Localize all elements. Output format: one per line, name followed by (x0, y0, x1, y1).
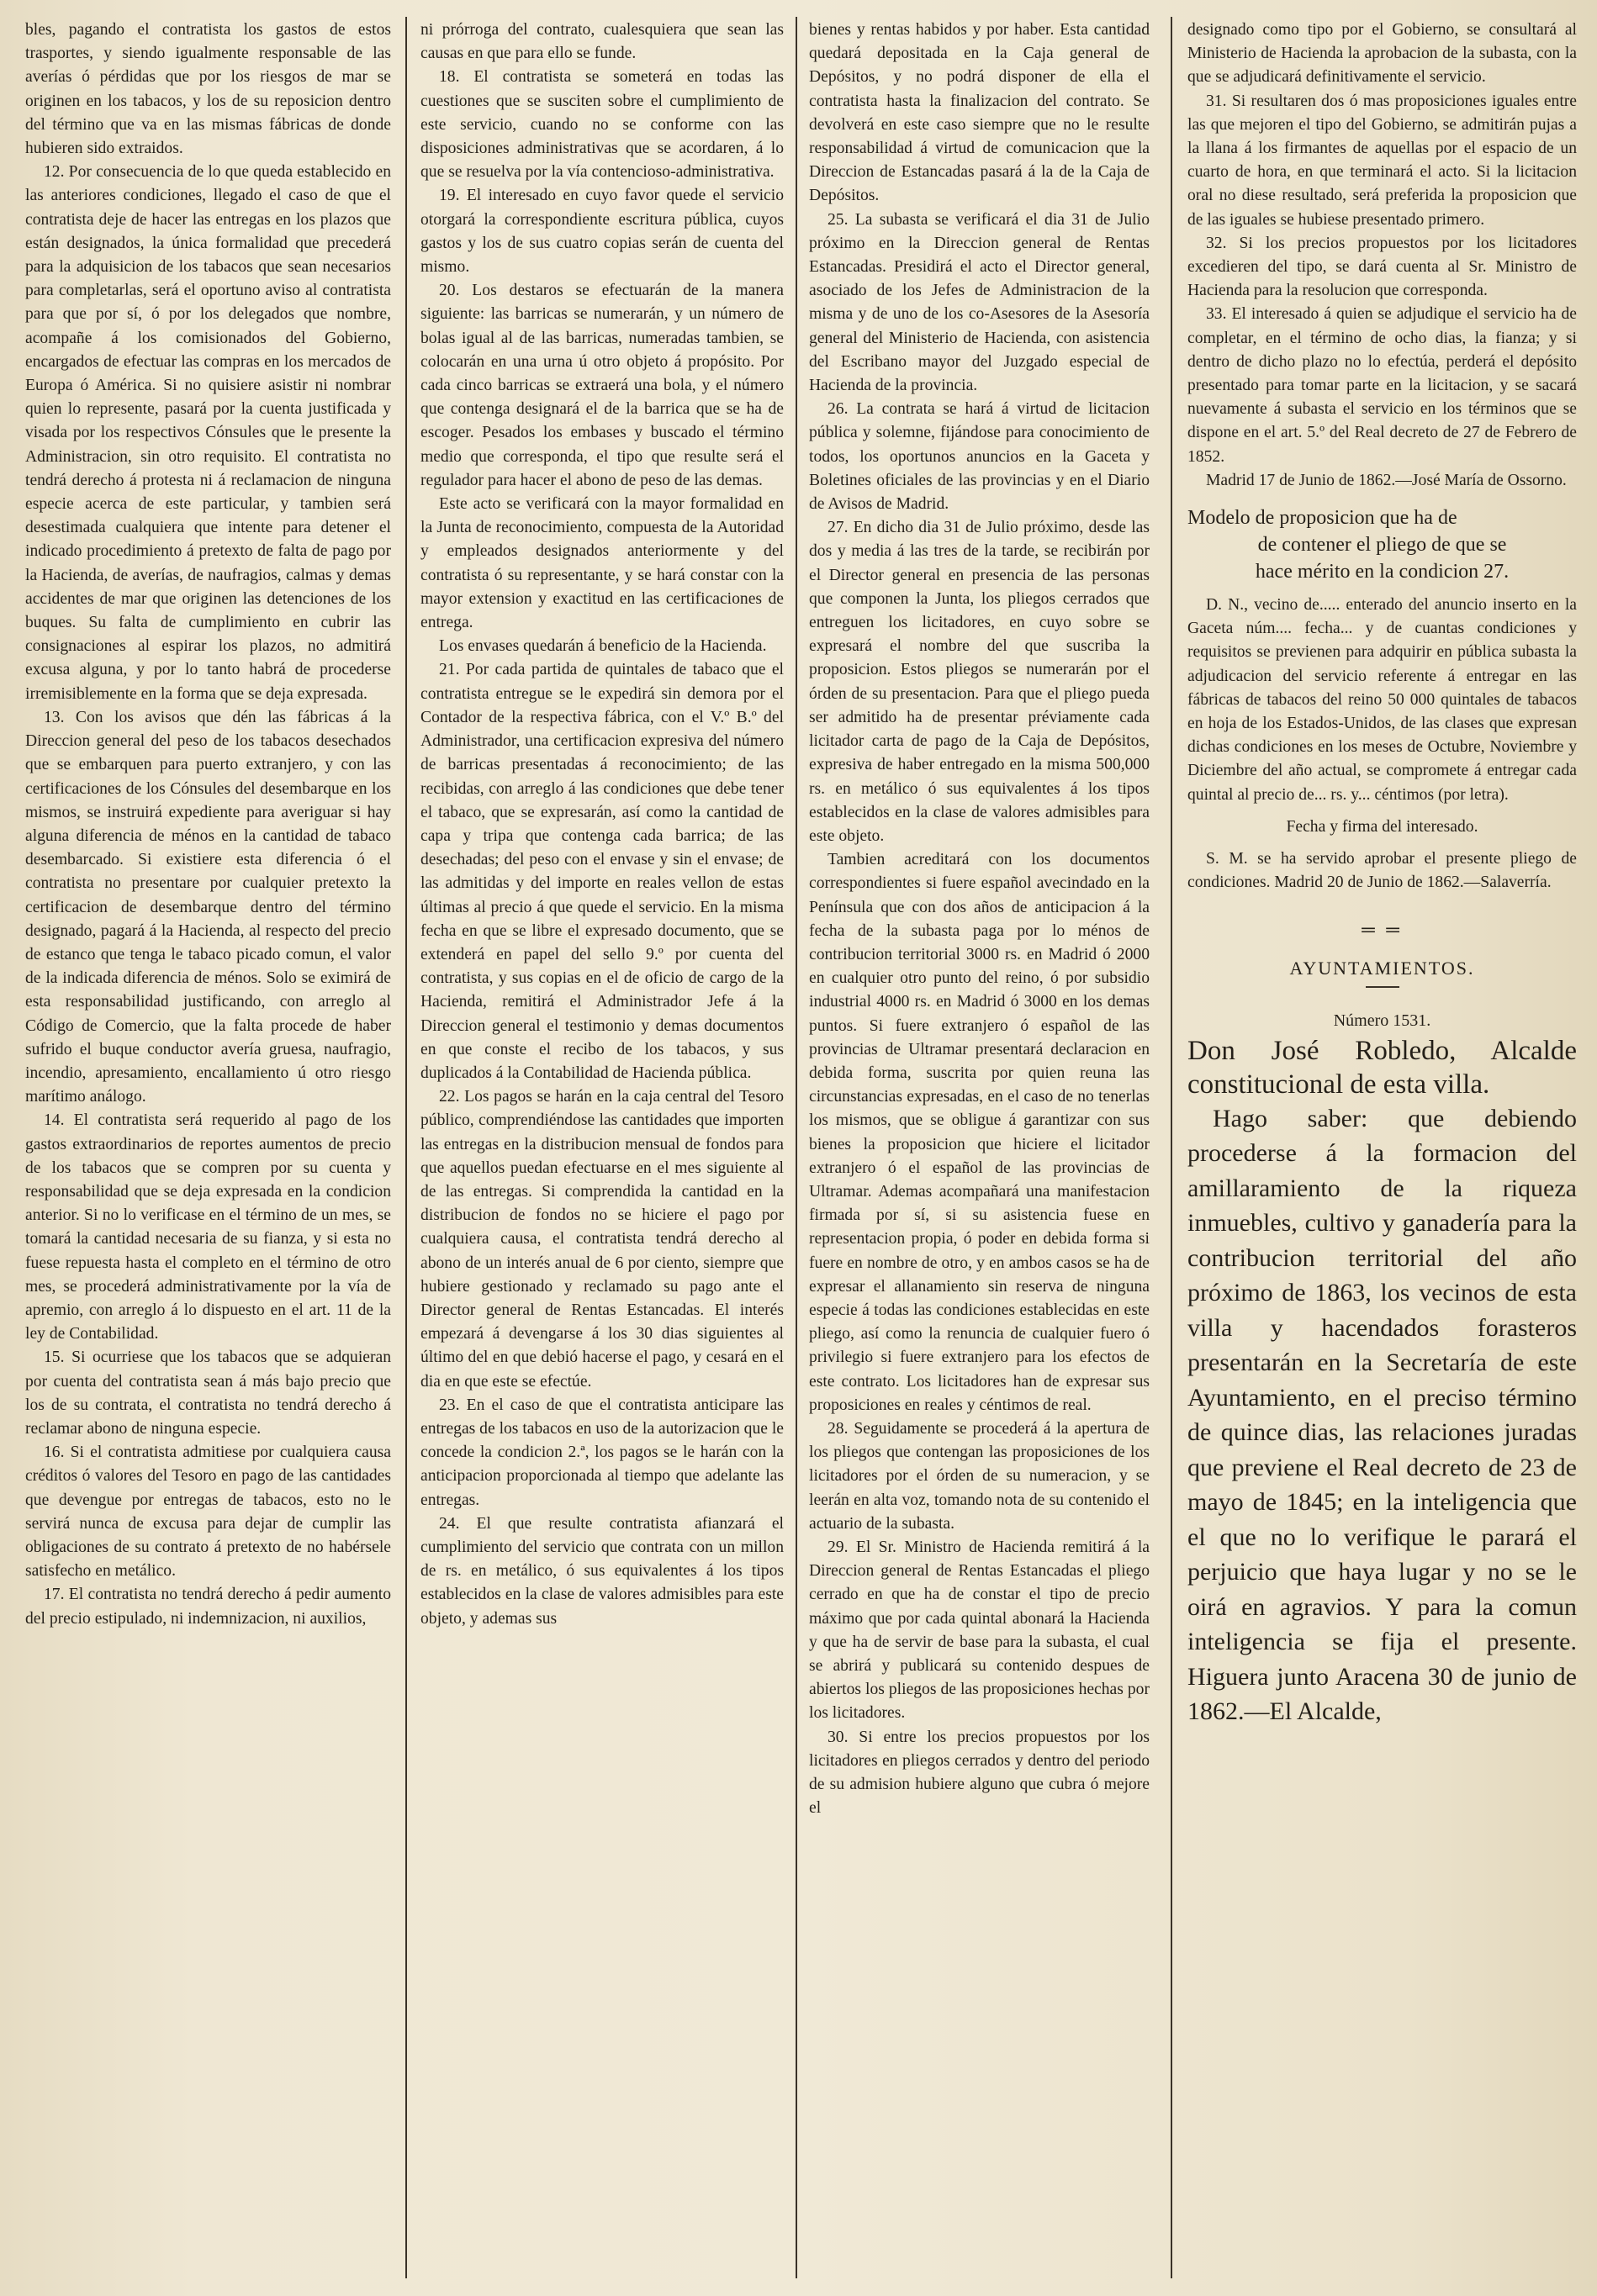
paragraph-21: 21. Por cada partida de quintales de tabaco que el contratista entregue se le expedirá sin demora por el Contador de la respectiva fábrica, con el V.º B.º del Administrador, una certificacion expresiva del número de barricas presentadas á reconocimiento; de las recibidas, con arreglo á las condiciones que debe tener el tabaco, que se expresarán, así como la cantidad de capa y tripa que contenga cada barrica; de las desechadas; del peso con el envase y sin el envase; de las admitidas y del importe en reales vellon de estas últimas al precio á que quede el servicio. En la misma fecha en que se libre el expresado documento, que se extenderá en papel del sello 9.º por cuenta del contratista, y sus copias en el de oficio de cargo de la Hacienda, remitirá el Administrador Jefe á la Direccion general el testimonio y demas documentos en que conste el recibo de los tabacos, y sus duplicados á la Contabilidad de Hacienda pública. (420, 661, 784, 1082)
signature-date: Madrid 17 de Junio de 1862.—José María de Ossorno. (1206, 471, 1567, 489)
notice-body: Hago saber: que debiendo procederse á la formacion del amillaramiento de la riqueza inmuebles, cultivo y ganadería para la contribucion territorial del año próximo de 1863, los vecinos de esta villa y hacendados forasteros presentarán en la Secretaría de este Ayuntamiento, en el preciso término de quince dias, las relaciones juradas que previene el Real decreto de 23 de mayo de 1845; en la inteligencia que el que no lo verifique le parará el perjuicio que haya lugar y no se le oirá en agravios. Y para la comun inteligencia se fija el presente. Higuera junto Aracena 30 de junio de 1862.—El Alcalde, (1187, 1104, 1577, 1725)
model-heading-line: hace mérito en la condicion 27. (1255, 561, 1510, 583)
paragraph-24: 24. El que resulte contratista afianzará el cumplimiento del servicio que contrata con un millon de rs. en metálico, ó sus equivalentes á los tipos establecidos en la clase de valores admisibles para este objeto, y ademas sus (420, 1514, 784, 1628)
column-4 (1187, 18, 1577, 2280)
paragraph: designado como tipo por el Gobierno, se consultará al Ministerio de Hacienda la aprobacion de la subasta, con la que se adjudicará definitivamente el servicio. (1187, 21, 1577, 87)
paragraph-32: 32. Si los precios propuestos por los licitadores excedieren del tipo, se dará cuenta al Sr. Ministro de Hacienda para la resolucion que corresponda. (1187, 234, 1577, 300)
paragraph: Los envases quedarán á beneficio de la Hacienda. (439, 637, 767, 656)
column-1 (25, 18, 391, 2280)
column-3 (809, 18, 1150, 2280)
paragraph: ni prórroga del contrato, cualesquiera que sean las causas en que para ello se funde. (420, 21, 784, 63)
model-heading (1187, 504, 1577, 585)
paragraph-16: 16. Si el contratista admitiese por cualquiera causa créditos ó valores del Tesoro en pago de las cantidades que devengue por entregas de tabacos, esto no le servirá nunca de excusa para dejar de cumplir las obligaciones de su contrato á pretexto de no habérsele satisfecho en metálico. (25, 1444, 391, 1581)
paragraph: bles, pagando el contratista los gastos de estos trasportes, y siendo igualmente responsable de las averías ó pérdidas que por los riesgos de mar se originen en los tabacos, y los de su reposicion dentro del término que va en las mismas fábricas de donde hubieren sido extraidos. (25, 21, 391, 158)
paragraph: Tambien acreditará con los documentos correspondientes si fuere español avecindado en la Península que con dos años de anticipacion á la fecha de la subasta paga por lo ménos de contribucion territorial 3000 rs. en Madrid ó 2000 en cualquier otro punto del reino, ó por subsidio industrial 4000 rs. en Madrid ó 3000 en los demas puntos. Si fuere extranjero ó español de las provincias de Ultramar presentará declaracion en debida forma, suscrita por quien reuna las circunstancias expresadas, en el caso de no tenerlas los mismos, que se obligue á garantizar con sus bienes la proposicion que hiciere el licitador extranjero ó el español de las provincias de Ultramar. Ademas acompañará una manifestacion firmada por sí, si su asistencia fuese en representacion propia, ó poder en debida forma si fuere en nombre de otro, y en ambos casos se ha de expresar el allanamiento sin reserva de ninguna especie á todas las condiciones establecidas en este pliego, así como la renuncia de cualquier fuero ó privilegio si fuere extranjero para los efectos de este contrato. Los licitadores han de expresar sus proposiciones en reales y céntimos de real. (809, 851, 1150, 1414)
section-title: AYUNTAMIENTOS. (1289, 957, 1475, 979)
paragraph: Este acto se verificará con la mayor formalidad en la Junta de reconocimiento, compuesta de la Autoridad y empleados designados anteriormente y del contratista ó su representante, y se hará constar con la mayor extension y exactitud en las certificaciones de entrega. (420, 495, 784, 632)
model-heading-line: de contener el pliego de que se (1257, 534, 1507, 557)
paragraph-12: 12. Por consecuencia de lo que queda establecido en las anteriores condiciones, llegado el caso de que el contratista deje de hacer las entregas en los plazos que están designados, la única formalidad que precederá para la adquisicion de los tabacos que sean necesarios para completarlas, será el oportuno aviso al contratista para que por sí, ó por los delegados que nombre, acompañe á los comisionados del Gobierno, encargados de efectuar las compras en los mercados de Europa ó América. Si no quisiere asistir ni nombrar quien lo represente, pasará por la cuenta justificada y visada por los respectivos Cónsules que le presente la Administracion, sin otro requisito. El contratista no tendrá derecho á protesta ni á reclamacion de ninguna especie acerca de este particular, y tambien será desestimada cualquiera que intente para detener el indicado procedimiento á pretexto de falta de pago por la Hacienda, de averías, de naufragios, calmas y demas accidentes de mar que originen las detenciones de los buques. Su falta de cumplimiento en cubrir las consignaciones al espirar los plazos, no admitirá excusa alguna, y por lo tanto habrá de procederse irremisiblemente en la forma que se deja expresada. (25, 163, 391, 703)
paragraph-28: 28. Seguidamente se procederá á la apertura de los pliegos que contengan las proposiciones de los licitadores por el órden de su numeracion, y se leerán en alta voz, tomando nota de su contenido el actuario de la subasta. (809, 1419, 1150, 1533)
paragraph-31: 31. Si resultaren dos ó mas proposiciones iguales entre las que mejoren el tipo del Gobierno, se admitirán pujas a la llana á los firmantes de aquellas por el espacio de un cuarto de hora, en que terminará el acto. Si la licitacion oral no diese resultado, será preferida la proposicion que de las iguales se hubiese presentado primero. (1187, 92, 1577, 229)
paragraph-18: 18. El contratista se someterá en todas las cuestiones que se susciten sobre el cumplimiento de este servicio, cuando no se conforme con las disposiciones administrativas que se acordaren, á lo que se resuelva por la vía contencioso-administrativa. (420, 68, 784, 182)
paragraph-14: 14. El contratista será requerido al pago de los gastos extraordinarios de reportes aumentos de precio de los tabacos que se compren por su cuenta y responsabilidad que se deja expresada en la condicion anterior. Si no lo verificase en el término de un mes, se tomará la cantidad necesaria de su fianza, y si esta no fuese repuesta hasta el completo en el término de otro mes, se procederá administrativamente por la vía de apremio, con arreglo á lo dispuesto en el art. 11 de la ley de Contabilidad. (25, 1111, 391, 1343)
column-2 (420, 18, 784, 2280)
paragraph-19: 19. El interesado en cuyo favor quede el servicio otorgará la correspondiente escritura pública, cuyos gastos y los de sus cuatro copias serán de cuenta del mismo. (420, 187, 784, 277)
paragraph-25: 25. La subasta se verificará el dia 31 de Julio próximo en la Direccion general de Rentas Estancadas. Presidirá el acto el Director general, asociado de los Jefes de Administracion de la misma y de uno de los co-Asesores de la Asesoría general del Ministerio de Hacienda, con asistencia del Escribano mayor del Juzgado especial de Hacienda de la provincia. (809, 210, 1150, 395)
paragraph-26: 26. La contrata se hará á virtud de licitacion pública y solemne, fijándose para conocimiento de todos, los oportunos anuncios en la Gaceta y Boletines oficiales de las provincias y en el Diario de Avisos de Madrid. (809, 400, 1150, 514)
paragraph-22: 22. Los pagos se harán en la caja central del Tesoro público, comprendiéndose las cantidades que importen las entregas en la distribucion mensual de fondos para que aquellos puedan efectuarse en el mes siguiente al de las entregas. Si comprendida la cantidad en la distribucion de fondos no se hiciere el pago por cualquiera causa, el contratista tendrá derecho al abono de un interés anual de 6 por ciento, siempre que hubiere gestionado y reclamado su pago ante el Director general de Rentas Estancadas. El interés empezará á devengarse á los 30 dias siguientes al último del en que debió hacerse el pago, y cesará en el dia en que este se efectúe. (420, 1088, 784, 1391)
paragraph-30: 30. Si entre los precios propuestos por los licitadores en pliegos cerrados y dentro del periodo de su admision hubiere alguno que cubra ó mejore el (809, 1728, 1150, 1818)
paragraph: bienes y rentas habidos y por haber. Esta cantidad quedará depositada en la Caja general de Depósitos, y no podrá disponer de ella el contratista hasta la finalizacion del contrato. Se devolverá en este caso siempre que no le resulte responsabilidad á virtud de comunicacion que la Direccion de Estancadas pasará á la de la Caja de Depósitos. (809, 21, 1150, 205)
divider (1366, 986, 1399, 988)
paragraph-33: 33. El interesado á quien se adjudique el servicio ha de completar, en el término de ocho dias, la fianza; y si dentro de dicho plazo no lo efectúa, perderá el depósito presentado para tomar parte en la licitacion, y se sacará nuevamente á subasta el servicio en los términos que se dispone en el art. 5.º del Real decreto de 27 de Febrero de 1852. (1187, 305, 1577, 466)
column-divider (1171, 17, 1172, 2278)
model-signature: Fecha y firma del interesado. (1286, 817, 1478, 836)
model-heading-line: Modelo de proposicion que ha de (1187, 507, 1457, 530)
paragraph-29: 29. El Sr. Ministro de Hacienda remitirá á la Direccion general de Rentas Estancadas el pliego cerrado en que ha de constar el tipo de precio máximo que por cada quintal abonará la Hacienda y que ha de servir de base para la subasta, el cual se abrirá y publicará su contenido despues de abiertos los pliegos de las proposiciones hechas por los licitadores. (809, 1539, 1150, 1723)
paragraph-20: 20. Los destaros se efectuarán de la manera siguiente: las barricas se numerarán, y un número de bolas igual al de las barricas, numeradas tambien, se colocarán en una urna ú otro objeto á propósito. Por cada cinco barricas se extraerá una bola, y el número que contenga designará el de la barrica que se ha de escoger. Pesados los embases y buscado el término medio que corresponda, el tipo que resulte será el regulador para hacer el abono de peso de las demas. (420, 282, 784, 489)
paragraph-17: 17. El contratista no tendrá derecho á pedir aumento del precio estipulado, ni indemnizacion, ni auxilios, (25, 1586, 391, 1628)
column-divider (405, 17, 407, 2278)
column-divider (796, 17, 797, 2278)
paragraph-13: 13. Con los avisos que dén las fábricas á la Direccion general del peso de los tabacos desechados que se embarquen para puerto extranjero, y con las certificaciones de los Cónsules del desembarque en los mismos, se instruirá expediente para averiguar si hay alguna diferencia de ménos en la cantidad de tabaco desembarcado. Si existiere esta diferencia ó el contratista no presentare por cualquier pretexto la certificacion de desembarque dentro del término designado, pagará á la Hacienda, al respecto del precio de estanco que tenga le tabaco picado comun, el valor de la indicada diferencia de ménos. Solo se eximirá de esta responsabilidad justificando, con arreglo al Código de Comercio, que la falta procede de haber sufrido el buque conductor avería gruesa, naufragio, incendio, apresamiento, encallamiento ú otro riesgo marítimo análogo. (25, 708, 391, 1106)
notice-number: Número 1531. (1333, 1011, 1431, 1030)
paragraph-23: 23. En el caso de que el contratista anticipare las entregas de los tabacos en uso de la autorizacion que le concede la condicion 2.ª, los pagos se le harán con la anticipacion proporcionada al tiempo que adelante las entregas. (420, 1396, 784, 1509)
model-text: D. N., vecino de..... enterado del anuncio inserto en la Gaceta núm.... fecha... y de cuantas condiciones y requisitos se previenen para adquirir en pública subasta la adjudicacion del servicio referente á entregar en las fábricas de tabacos del reino 50 000 quintales de tabacos en hoja de los Estados-Unidos, de las clases que expresan dichas condiciones en los meses de Octubre, Noviembre y Diciembre del año actual, se compromete á entregar cada quintal al precio de... rs. y... céntimos (por letra). (1187, 596, 1577, 804)
paragraph-15: 15. Si ocurriese que los tabacos que se adquieran por cuenta del contratista sean á más bajo precio que los de su contrata, el contratista no tendrá derecho á reclamar abono de ninguna especie. (25, 1349, 391, 1438)
separator: ═ ═ (1362, 918, 1403, 940)
approval-text: S. M. se ha servido aprobar el presente pliego de condiciones. Madrid 20 de Junio de 1862.—Salaverría. (1187, 850, 1577, 892)
paragraph-27: 27. En dicho dia 31 de Julio próximo, desde las dos y media á las tres de la tarde, se recibirán por el Director general en presencia de las personas que componen la Junta, los pliegos cerrados que entreguen los licitadores, en cuyo sobre se expresará el nombre del que suscriba la proposicion. Estos pliegos se numerarán por el órden de su presentacion. Para que el pliego pueda ser admitido ha de presentar préviamente cada licitador carta de pago de la Caja de Depósitos, expresiva de haber entregado en la misma 500,000 rs. en metálico ó sus equivalentes á los tipos establecidos en la clase de valores admisibles para este objeto. (809, 519, 1150, 845)
notice-title: Don José Robledo, Alcalde constitucional de esta villa. (1187, 1035, 1577, 1100)
